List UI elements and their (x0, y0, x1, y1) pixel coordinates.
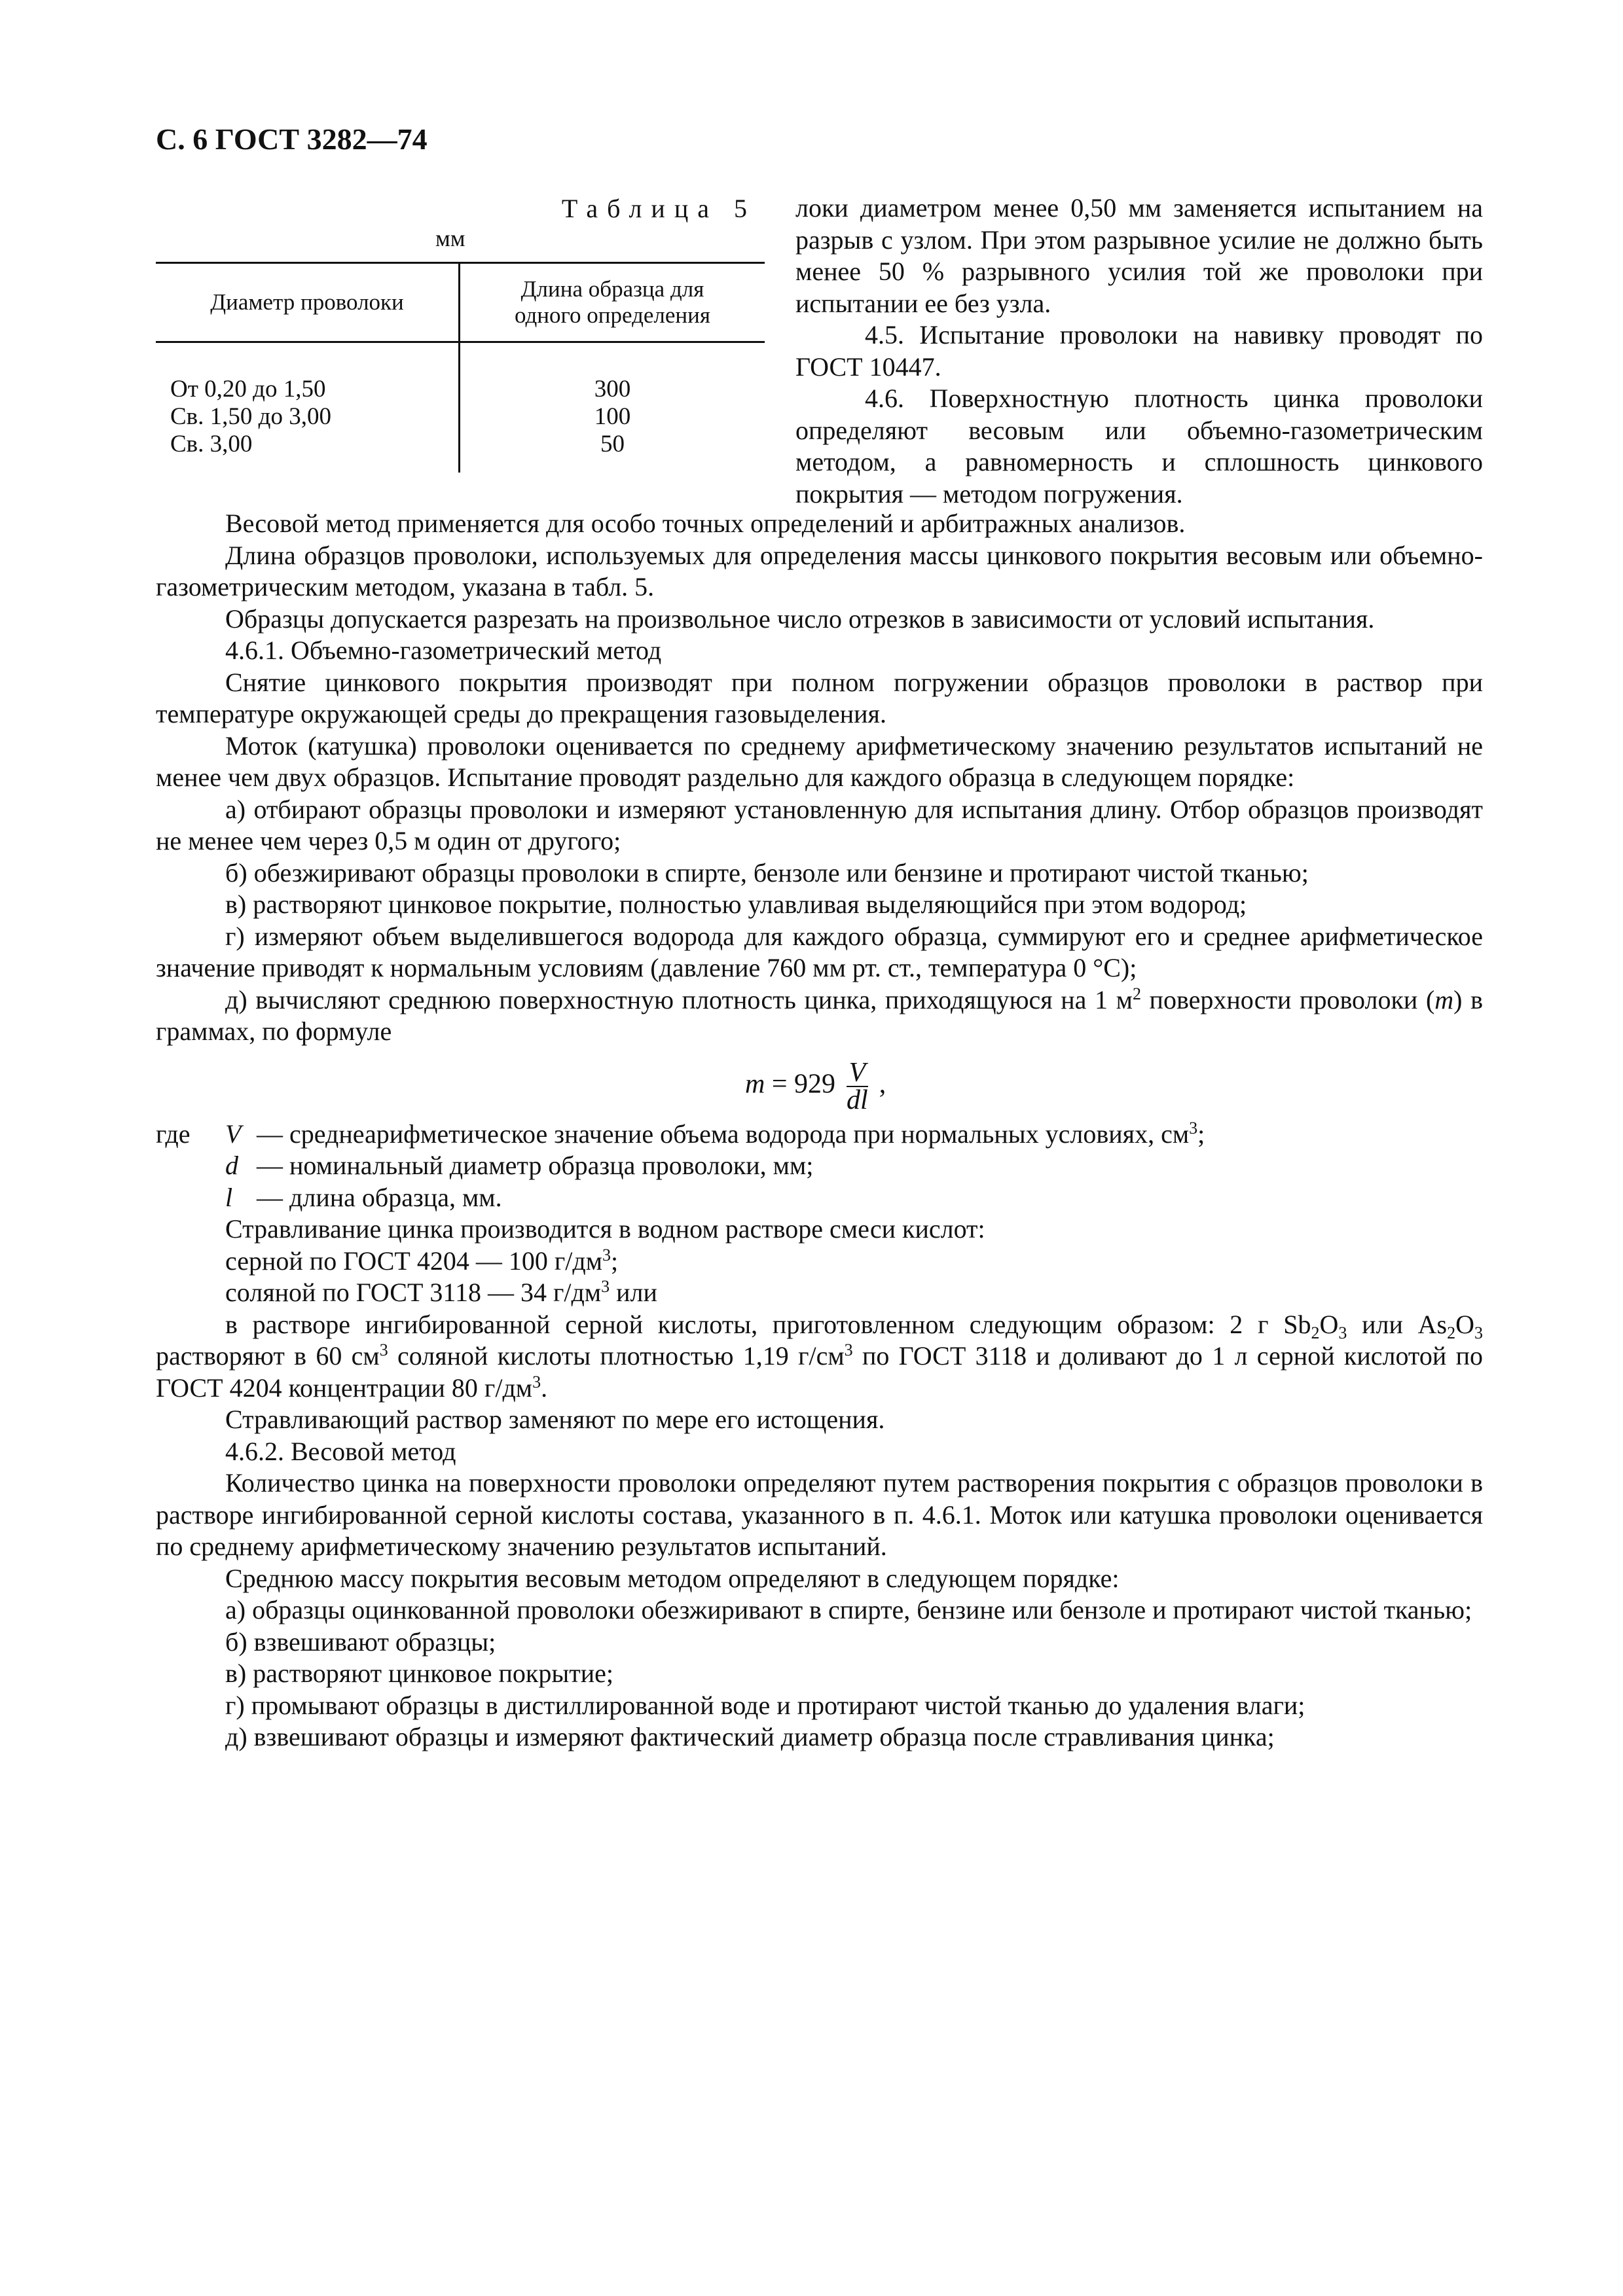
list-item: в) растворяют цинковое покрытие, полностью улавливая выделяющийся при этом водород; (225, 889, 1247, 919)
table-cell-length-column (460, 342, 765, 473)
formula-denominator: dl (847, 1085, 868, 1115)
table-header-length (460, 263, 765, 342)
table-row (156, 342, 765, 473)
body-text (156, 508, 1483, 1753)
list-item: б) обезжиривают образцы проволоки в спирте, бензоле или бензине и протирают чистой тканью; (225, 857, 1309, 888)
list-item: г) промывают образцы в дистиллированной воде и протирают чистой тканью до удаления влаги; (225, 1690, 1305, 1720)
paragraph: локи диаметром менее 0,50 мм заменяется испытанием на разрыв с узлом. При этом разрывное усилие не должно быть менее 50 % разрывного усилия той же проволоки при испытании ее без узла. (795, 193, 1483, 318)
table-caption: Таблица 5 (561, 194, 756, 223)
formula-fraction (847, 1057, 869, 1115)
table-unit: мм (435, 225, 465, 251)
symbol-definition: — номинальный диаметр образца проволоки, мм; (257, 1151, 814, 1180)
formula-numerator: V (847, 1060, 869, 1087)
table-cell-diameter-column (156, 342, 460, 473)
table-cell-length: 300 (594, 376, 631, 403)
table-cell-length: 100 (594, 403, 631, 430)
table-header-diameter: Диаметр проволоки (156, 263, 460, 342)
right-column-text (795, 192, 1483, 510)
table-5 (156, 262, 765, 473)
formula (156, 1048, 1483, 1119)
paragraph: Весовой метод применяется для особо точных определений и арбитражных анализов. (225, 509, 1186, 538)
paragraph: соляной по ГОСТ 3118 — 34 $г/дм^3$ или (225, 1277, 657, 1307)
table-cell-diameter: От 0,20 до 1,50 (170, 376, 326, 403)
list-item: г) измеряют объем выделившегося водорода для каждого образца, суммируют его и среднее арифметическое значение приводят к нормальным условиям (давление 760 мм рт. ст., температура 0 °С); (156, 921, 1483, 982)
table-header-length-line2: одного определения (515, 302, 710, 328)
table-cell-length: 50 (600, 431, 625, 457)
formula-coefficient: = 929 (771, 1069, 836, 1100)
table-cell-diameter: Св. 1,50 до 3,00 (170, 403, 331, 430)
paragraph: Стравливающий раствор заменяют по мере его истощения. (225, 1405, 885, 1434)
symbol-definition: — среднеарифметическое значение объема водорода при нормальных условиях, $см^3$; (257, 1118, 1205, 1149)
section-heading: 4.6.2. Весовой метод (225, 1436, 456, 1466)
list-item: а) образцы оцинкованной проволоки обезжиривают в спирте, бензине или бензоле и протирают чистой тканью; (225, 1595, 1472, 1624)
list-item: д) вычисляют среднюю поверхностную плотность цинка, приходящуюся на 1 $м^2$ поверхности проволоки (m) в граммах, по формуле (156, 984, 1484, 1046)
paragraph: в растворе ингибированной серной кислоты, приготовленном следующим образом: 2 г $Sb_2O_3$ или $As_2O_3$ растворяют в 60 $см^3$ соляной кислоты плотностью 1,19 $г/см^3$ по ГОСТ 3118 и доливают до 1 л серной кислотой по ГОСТ 4204 концентрации 80 $г/дм^3$. (156, 1309, 1484, 1403)
list-item: а) отбирают образцы проволоки и измеряют установленную для испытания длину. Отбор образцов производят не менее чем через 0,5 м один от другого; (156, 794, 1483, 855)
formula-lhs: m (745, 1069, 765, 1100)
paragraph: серной по ГОСТ 4204 — 100 $г/дм^3$; (225, 1245, 619, 1276)
symbol: V (225, 1119, 242, 1149)
paragraph: Длина образцов проволоки, используемых для определения массы цинкового покрытия весовым или объемно-газометрическим методом, указана в табл. 5. (156, 540, 1483, 601)
symbol: l (225, 1182, 233, 1212)
paragraph: Снятие цинкового покрытия производят при полном погружении образцов проволоки в раствор при температуре окружающей среды до прекращения газовыделения. (156, 667, 1483, 728)
page-header: С. 6 ГОСТ 3282—74 (156, 122, 428, 156)
paragraph: Среднюю массу покрытия весовым методом определяют в следующем порядке: (225, 1563, 1120, 1593)
paragraph: Моток (катушка) проволоки оценивается по среднему арифметическому значению результатов испытаний не менее чем двух образцов. Испытание проводят раздельно для каждого образца в следующем порядке: (156, 730, 1483, 792)
list-item: д) взвешивают образцы и измеряют фактический диаметр образца после стравливания цинка; (225, 1722, 1275, 1751)
list-item: в) растворяют цинковое покрытие; (225, 1659, 613, 1688)
symbol-definition: — длина образца, мм. (257, 1182, 502, 1212)
list-item: б) взвешивают образцы; (225, 1626, 496, 1657)
paragraph: Образцы допускается разрезать на произвольное число отрезков в зависимости от условий испытания. (225, 603, 1375, 634)
symbol: d (225, 1151, 238, 1180)
table-cell-diameter: Св. 3,00 (170, 431, 253, 457)
where-label: где (156, 1119, 191, 1149)
paragraph: Стравливание цинка производится в водном растворе смеси кислот: (225, 1214, 985, 1244)
table-header-length-line1: Длина образца для (520, 276, 704, 302)
formula-tail: , (879, 1069, 886, 1100)
where-legend (156, 1119, 1205, 1214)
paragraph: 4.5. Испытание проволоки на навивку проводят по ГОСТ 10447. (795, 320, 1483, 382)
paragraph: 4.6. Поверхностную плотность цинка проволоки определяют весовым или объемно-газометрическим методом, а равномерность и сплошность цинкового покрытия — методом погружения. (795, 384, 1483, 509)
section-heading: 4.6.1. Объемно-газометрический метод (225, 636, 662, 665)
paragraph: Количество цинка на поверхности проволоки определяют путем растворения покрытия с образцов проволоки в растворе ингибированной серной кислоты состава, указанного в п. 4.6.1. Моток или катушка проволоки оценивается по среднему арифметическому значению результатов испытаний. (156, 1468, 1483, 1561)
